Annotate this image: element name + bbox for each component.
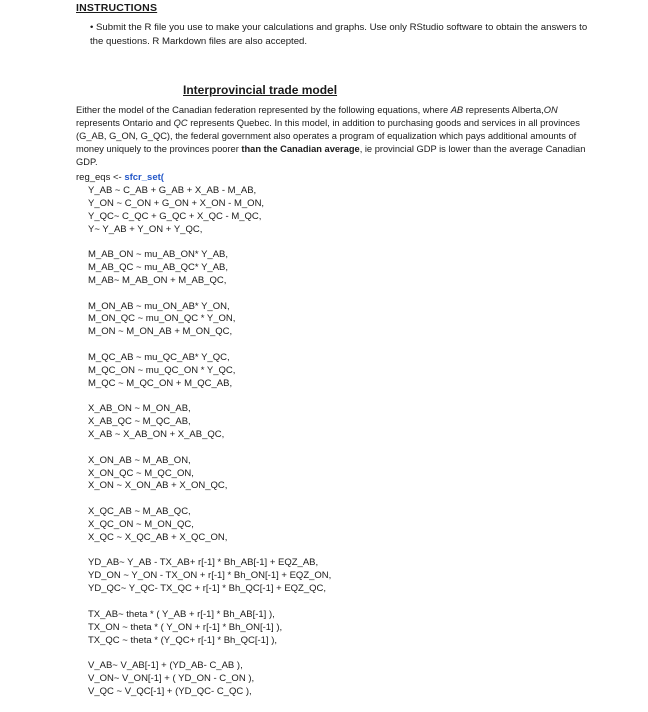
equation-line: X_ON ~ X_ON_AB + X_ON_QC, bbox=[88, 480, 228, 492]
code-assignment: reg_eqs <- bbox=[76, 172, 125, 183]
equation-line: Y~ Y_AB + Y_ON + Y_QC, bbox=[88, 223, 203, 235]
equation-group bbox=[88, 249, 331, 288]
equation-line: V_ON~ V_ON[-1] + ( YD_ON - C_ON ), bbox=[88, 673, 255, 685]
code-function-name: sfcr_set( bbox=[124, 172, 164, 183]
equation-line: M_AB~ M_AB_ON + M_AB_QC, bbox=[88, 274, 227, 286]
equation-line: M_ON_AB ~ mu_ON_AB* Y_ON, bbox=[88, 300, 230, 312]
intro-text-4: represents Quebec. In this model, in addition to purchasing goods and services in all provinces (G_AB, G_ON, G_QC), the federal government also operates a program of equalization which pays additional amounts of money uniquely to the provinces poorer bbox=[76, 118, 580, 154]
code-block bbox=[88, 185, 331, 712]
equation-line: YD_QC~ Y_QC- TX_QC + r[-1] * Bh_QC[-1] + EQZ_QC, bbox=[88, 583, 327, 595]
equation-group bbox=[88, 455, 331, 494]
equation-line: X_AB ~ X_AB_ON + X_AB_QC, bbox=[88, 429, 225, 441]
equation-line: V_QC ~ V_QC[-1] + (YD_QC- C_QC ), bbox=[88, 685, 252, 697]
equation-line: M_QC_AB ~ mu_QC_AB* Y_QC, bbox=[88, 351, 230, 363]
equation-line: X_ON_QC ~ M_QC_ON, bbox=[88, 467, 194, 479]
intro-text-3: represents Ontario and bbox=[76, 118, 174, 128]
intro-qc: QC bbox=[173, 118, 188, 128]
intro-ab: AB bbox=[450, 105, 464, 115]
instructions-heading: INSTRUCTIONS bbox=[76, 2, 158, 14]
equation-group bbox=[88, 301, 331, 340]
equation-group bbox=[88, 352, 331, 391]
model-title: Interprovincial trade model bbox=[183, 83, 338, 97]
equation-group bbox=[88, 557, 331, 596]
equation-line: TX_ON ~ theta * ( Y_ON + r[-1] * Bh_ON[-1] ), bbox=[88, 621, 283, 633]
intro-text-1: Either the model of the Canadian federation represented by the following equations, where bbox=[76, 105, 451, 115]
equation-group bbox=[88, 506, 331, 545]
equation-line: X_QC_ON ~ M_ON_QC, bbox=[88, 518, 194, 530]
equation-line: M_ON_QC ~ mu_ON_QC * Y_ON, bbox=[88, 313, 236, 325]
equation-group bbox=[88, 660, 331, 699]
equation-line: Y_ON ~ C_ON + G_ON + X_ON - M_ON, bbox=[88, 197, 265, 209]
intro-text-2: represents Alberta, bbox=[463, 105, 544, 115]
equation-line: M_AB_QC ~ mu_AB_QC* Y_AB, bbox=[88, 262, 229, 274]
code-header bbox=[76, 172, 164, 183]
equation-line: X_QC ~ X_QC_AB + X_QC_ON, bbox=[88, 531, 228, 543]
equation-line: YD_ON ~ Y_ON - TX_ON + r[-1] * Bh_ON[-1] + EQZ_ON, bbox=[88, 570, 332, 582]
instructions-bullet: • Submit the R file you use to make your calculations and graphs. Use only RStudio software to obtain the answers to the questions. R Markdown files are also accepted. bbox=[90, 22, 588, 47]
equation-line: Y_QC~ C_QC + G_QC + X_QC - M_QC, bbox=[88, 210, 262, 222]
equation-line: V_AB~ V_AB[-1] + (YD_AB- C_AB ), bbox=[88, 660, 243, 672]
model-intro-paragraph bbox=[76, 104, 586, 169]
equation-line: YD_AB~ Y_AB - TX_AB+ r[-1] * Bh_AB[-1] + EQZ_AB, bbox=[88, 557, 319, 569]
equation-line: TX_QC ~ theta * (Y_QC+ r[-1] * Bh_QC[-1] ), bbox=[88, 634, 278, 646]
equation-line: Y_AB ~ C_AB + G_AB + X_AB - M_AB, bbox=[88, 185, 257, 196]
equation-group bbox=[88, 403, 331, 442]
equation-line: X_QC_AB ~ M_AB_QC, bbox=[88, 506, 191, 518]
equation-line: M_AB_ON ~ mu_AB_ON* Y_AB, bbox=[88, 249, 229, 261]
intro-on: ON bbox=[543, 105, 558, 115]
equation-line: TX_AB~ theta * ( Y_AB + r[-1] * Bh_AB[-1] ), bbox=[88, 608, 275, 620]
equation-group bbox=[88, 609, 331, 648]
equation-line: X_AB_ON ~ M_ON_AB, bbox=[88, 403, 191, 415]
equation-line: M_ON ~ M_ON_AB + M_ON_QC, bbox=[88, 326, 233, 338]
intro-text-5: , ie provincial GDP is lower than the average Canadian GDP. bbox=[76, 144, 586, 167]
equation-line: X_ON_AB ~ M_AB_ON, bbox=[88, 454, 191, 466]
equation-line: X_AB_QC ~ M_QC_AB, bbox=[88, 416, 191, 428]
equation-line: M_QC_ON ~ mu_QC_ON * Y_QC, bbox=[88, 364, 236, 376]
intro-bold-text: than the Canadian average bbox=[241, 144, 360, 154]
equation-group bbox=[88, 185, 331, 236]
equation-line: M_QC ~ M_QC_ON + M_QC_AB, bbox=[88, 377, 233, 389]
